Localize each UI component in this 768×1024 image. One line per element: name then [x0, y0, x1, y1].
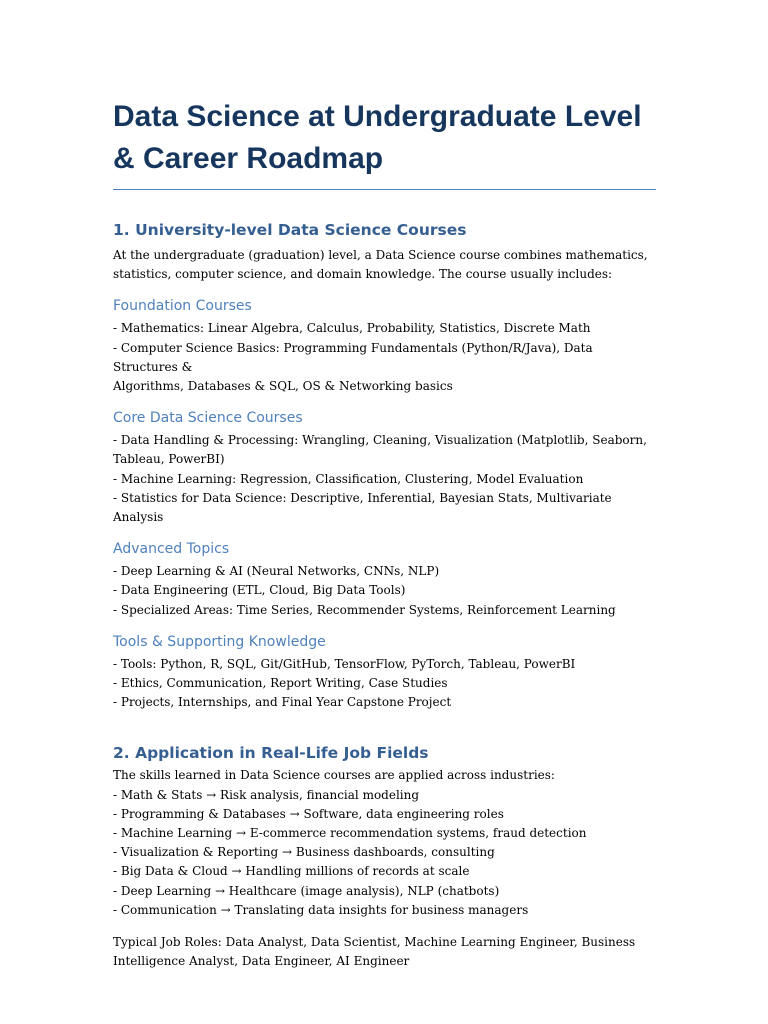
- document-title: Data Science at Undergraduate Level & Career Roadmap: [113, 96, 656, 190]
- section-1-intro: At the undergraduate (graduation) level, a Data Science course combines mathematics, statistics, computer science, and domain knowledge. The course usually includes:: [113, 248, 648, 282]
- section-2-text: The skills learned in Data Science courses are applied across industries: - Math & Stats → Risk analysis, financial modeling - Programming & Databases → Software, data engineering roles - Machine Learning → E-commerce recommendation systems, fraud detection - Visualization & Reporting → Business dashboards, consulting - Big Data & Cloud → Handling millions of records at scale - Deep Learning → Healthcare (image analysis), NLP (chatbots) - Communication → Translating data insights for business managers: [113, 768, 587, 917]
- core-courses-heading: Core Data Science Courses: [113, 410, 303, 427]
- tools-knowledge-text: - Tools: Python, R, SQL, Git/GitHub, TensorFlow, PyTorch, Tableau, PowerBI - Ethics, Communication, Report Writing, Case Studies - Projects, Internships, and Final Year Capstone Project: [113, 656, 576, 710]
- foundation-courses-heading: Foundation Courses: [113, 298, 252, 315]
- advanced-topics-text: - Deep Learning & AI (Neural Networks, CNNs, NLP) - Data Engineering (ETL, Cloud, Big Data Tools) - Specialized Areas: Time Series, Recommender Systems, Reinforcement Learning: [113, 564, 616, 617]
- tools-knowledge-heading: Tools & Supporting Knowledge: [113, 633, 326, 650]
- foundation-courses-text: - Mathematics: Linear Algebra, Calculus, Probability, Statistics, Discrete Math - Computer Science Basics: Programming Fundamentals (Python/R/Java), Data Structures & Algorithms, Databases & SQL, OS & Networking basics: [113, 321, 593, 394]
- section-2-heading: 2. Application in Real-Life Job Fields: [113, 744, 429, 763]
- section-1-heading: 1. University-level Data Science Courses: [113, 221, 467, 239]
- advanced-topics-heading: Advanced Topics: [113, 541, 230, 558]
- core-courses-text: - Data Handling & Processing: Wrangling, Cleaning, Visualization (Matplotlib, Seaborn, Tableau, PowerBI) - Machine Learning: Regression, Classification, Clustering, Model Evaluation - Statistics for Data Science: Descriptive, Inferential, Bayesian Stats, Multivariate Analysis: [113, 433, 647, 525]
- job-roles-text: Typical Job Roles: Data Analyst, Data Scientist, Machine Learning Engineer, Business Intelligence Analyst, Data Engineer, AI Engineer: [113, 935, 636, 969]
